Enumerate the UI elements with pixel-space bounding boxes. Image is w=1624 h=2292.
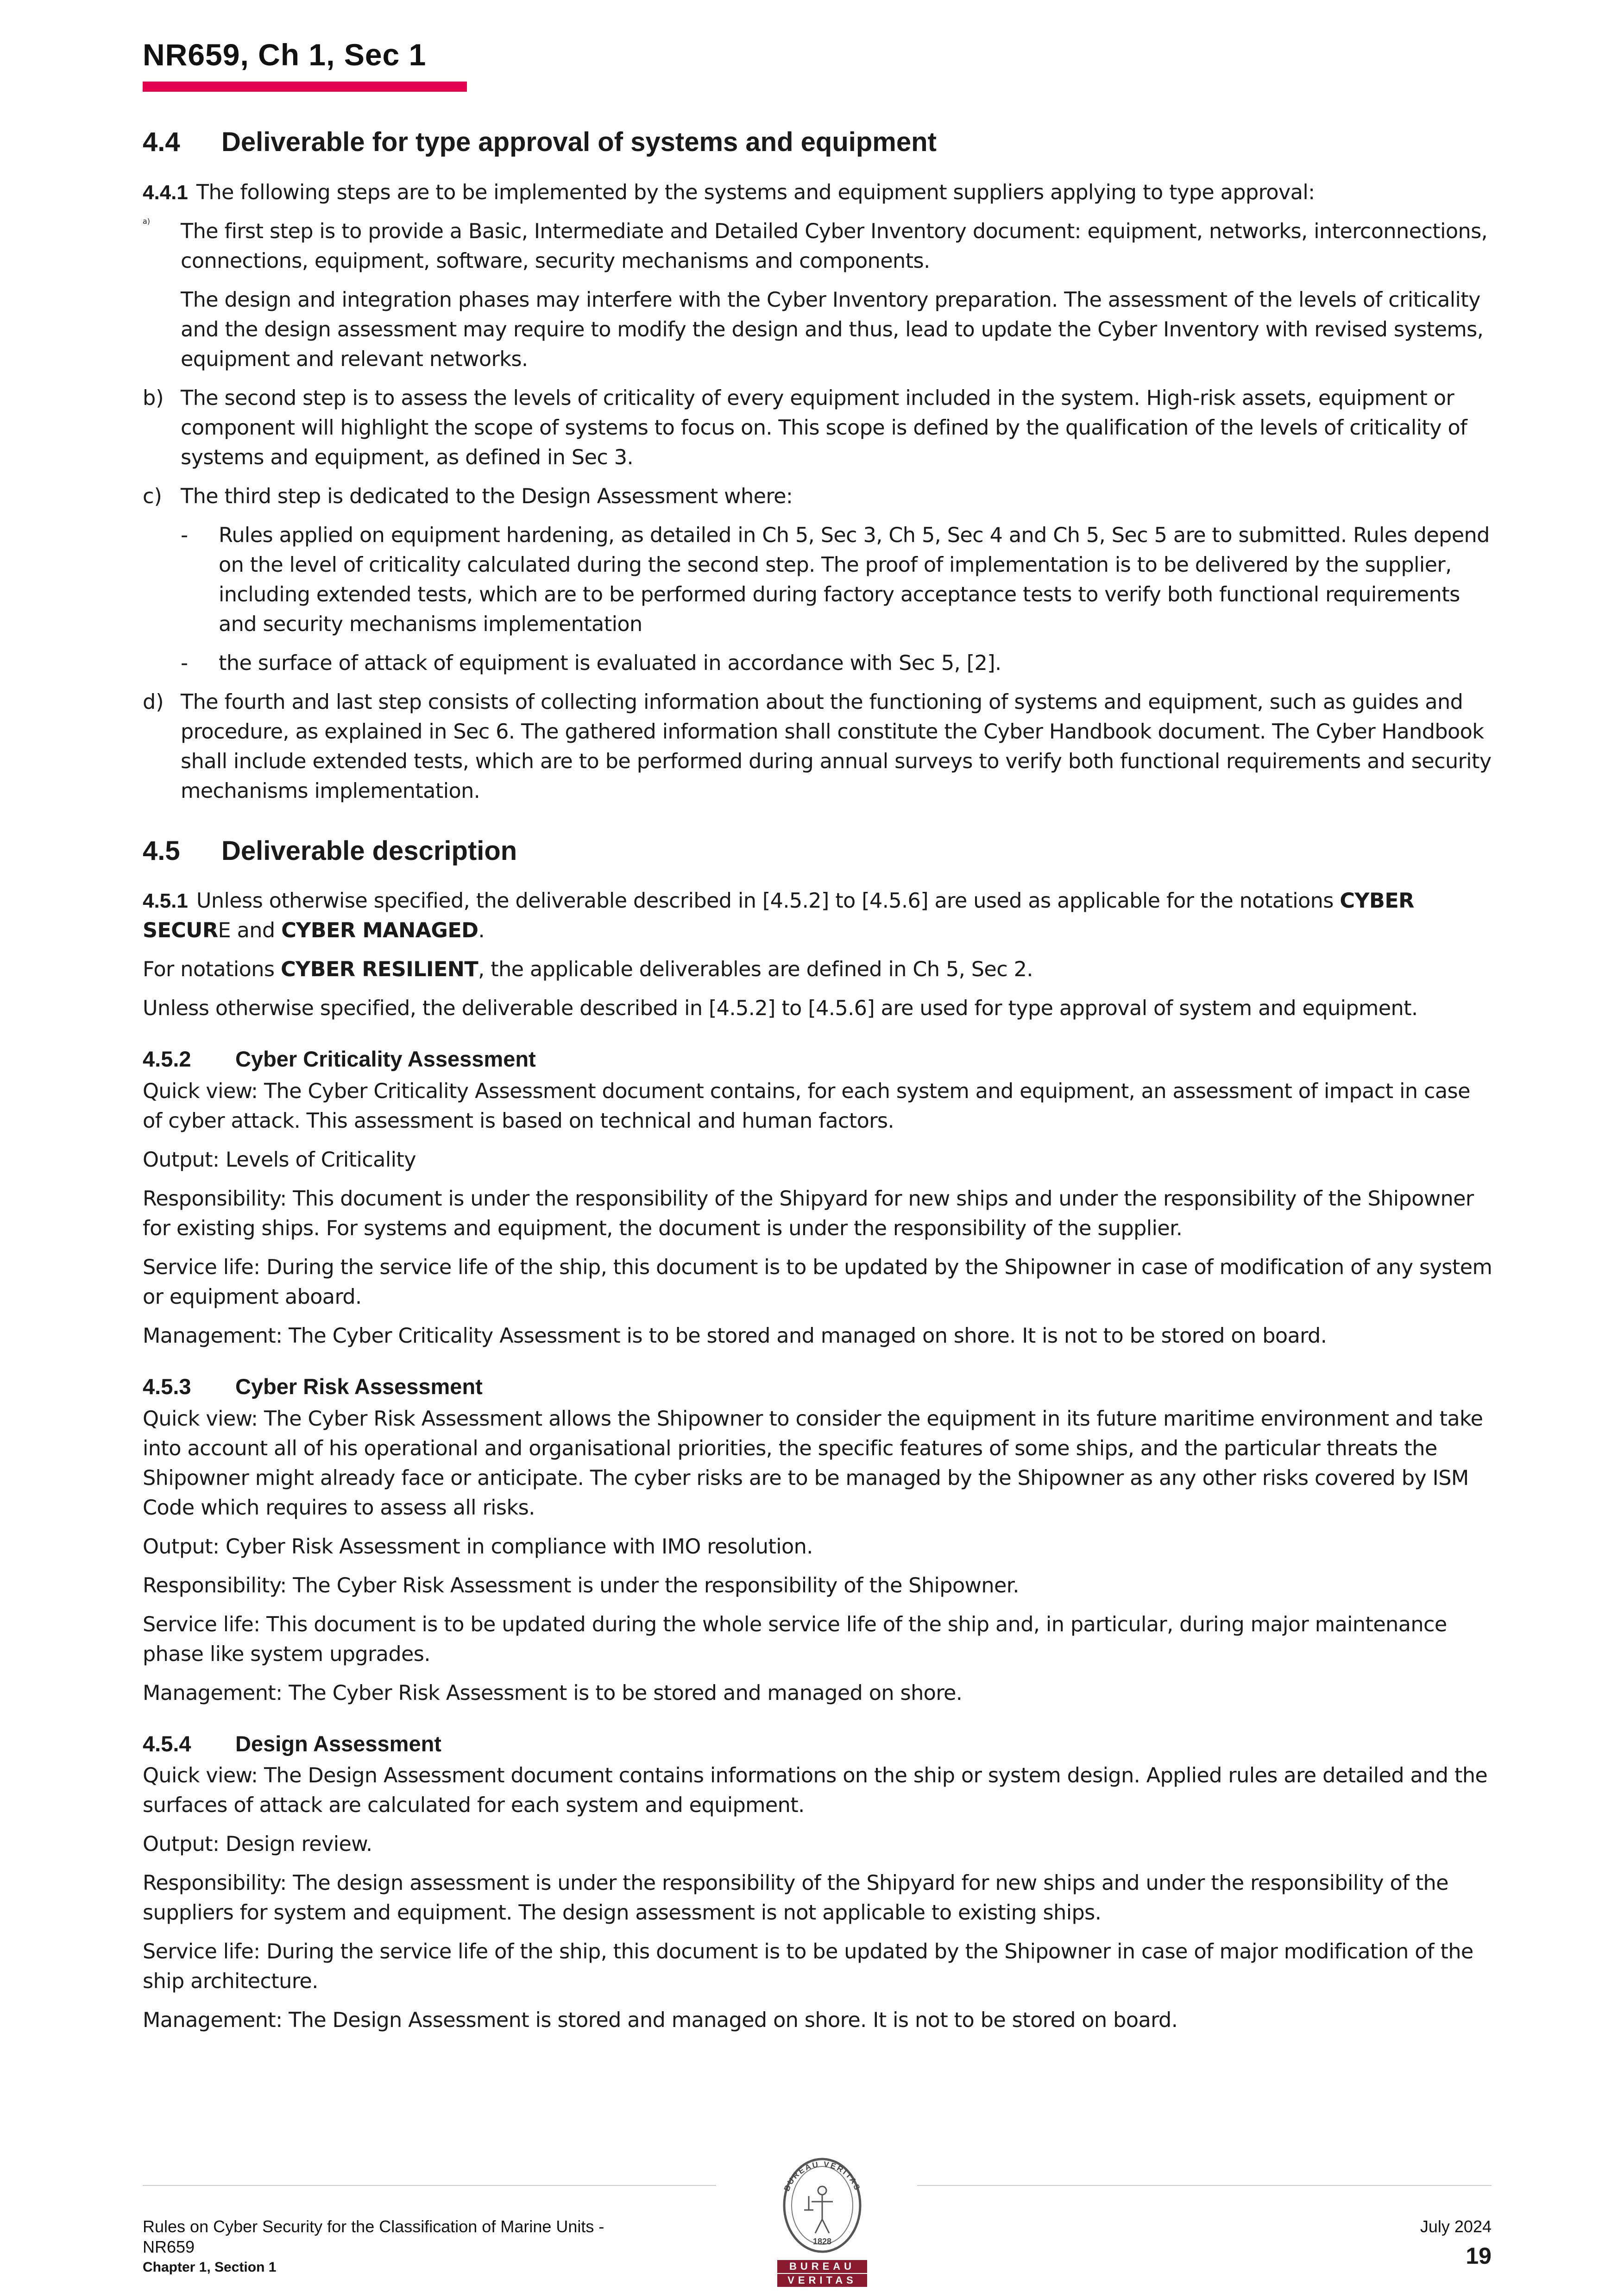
list-item-d: d) The fourth and last step consists of collecting information about the functioning of systems and equipment, such as guides and procedure, as explained in Sec 6. The gathered information shall constitute the Cyber Handbook document. The Cyber Handbook shall include extended tests, which are to be performed during annual surveys to verify both functional requirements and security mechanisms implementation. [143,690,1492,803]
page-number: 19 [1466,2243,1492,2269]
paragraph-type-approval: Unless otherwise specified, the deliverable described in [4.5.2] to [4.5.6] are used for type approval of system and equipment. [143,997,1418,1021]
paragraph-cyber-resilient: For notations CYBER RESILIENT, the applicable deliverables are defined in Ch 5, Sec 2. [143,958,1033,982]
paragraph: Quick view: The Cyber Risk Assessment allows the Shipowner to consider the equipment in its future maritime environment and take into account all of his operational and organisational priorities, the specific features of some ships, and the particular threats the Shipowner might already face or anticipate. The cyber risks are to be managed by the Shipowner as any other risks covered by ISM Code which requires to assess all risks. [143,1407,1483,1520]
header-accent-bar [143,82,467,92]
footer-date: July 2024 [1420,2217,1492,2236]
paragraph: Responsibility: The design assessment is under the responsibility of the Shipyard for new ships and under the responsibility of the suppliers for system and equipment. The design assessment is not applicable to existing ships. [143,1871,1448,1925]
paragraph: Management: The Cyber Risk Assessment is to be stored and managed on shore. [143,1681,963,1705]
paragraph: Service life: During the service life of the ship, this document is to be updated by the Shipowner in case of modification of any system or equipment aboard. [143,1255,1492,1309]
paragraph: Service life: This document is to be updated during the whole service life of the ship and, in particular, during major maintenance phase like system upgrades. [143,1612,1447,1666]
svg-text:VERITAS: VERITAS [787,2274,857,2286]
subsection-heading-4-5-4: 4.5.4 Design Assessment [143,1731,441,1756]
subsection-heading-4-5-3: 4.5.3 Cyber Risk Assessment [143,1374,483,1399]
list-item-c: c) The third step is dedicated to the Design Assessment where: - Rules applied on equipment hardening, as detailed in Ch 5, Sec 3, Ch 5, Sec 4 and Ch 5, Sec 5 are to submitted. Rules depend on the level of criticality calculated during the second step. The proof of implementation is to be delivered by the supplier, including extended tests, which are to be performed during factory acceptance tests to verify both functional requirements and security mechanisms implementation - the surface of attack of equipment is evaluated in accordance with Sec 5, [2]. [143,482,1495,678]
paragraph: Responsibility: The Cyber Risk Assessment is under the responsibility of the Shipowner. [143,1573,1019,1597]
paragraph-4-5-1: 4.5.1 Unless otherwise specified, the deliverable described in [4.5.2] to [4.5.6] are used as applicable for the notations CYBER SECURE and CYBER MANAGED. [143,889,1414,943]
paragraph: Output: Levels of Criticality [143,1148,416,1172]
dash-item-2: - the surface of attack of equipment is evaluated in accordance with Sec 5, [2]. [181,651,1001,675]
footer-chapter: Chapter 1, Section 1 [143,2260,277,2275]
paragraph: Responsibility: This document is under the responsibility of the Shipyard for new ships and under the responsibility of the Shipowner for existing ships. For systems and equipment, the document is under the responsibility of the supplier. [143,1187,1474,1240]
footer-doc-title: Rules on Cyber Security for the Classification of Marine Units - NR659 Chapter 1, Section 1 [143,2216,604,2278]
page-content [143,126,1495,2045]
paragraph: Service life: During the service life of the ship, this document is to be updated by the Shipowner in case of major modification of the ship architecture. [143,1940,1473,1994]
section-heading-4-4: 4.4 Deliverable for type approval of systems and equipment [143,127,937,157]
paragraph: Quick view: The Cyber Criticality Assessment document contains, for each system and equipment, an assessment of impact in case of cyber attack. This assessment is based on technical and human factors. [143,1079,1470,1133]
bureau-veritas-logo [769,2150,875,2289]
paragraph-4-4-1: 4.4.1 The following steps are to be implemented by the systems and equipment suppliers applying to type approval: [143,180,1315,204]
section-heading-4-5: 4.5 Deliverable description [143,835,517,866]
running-header: NR659, Ch 1, Sec 1 [143,38,427,72]
footer-divider-right [917,2185,1492,2186]
svg-text:BUREAU: BUREAU [789,2260,856,2272]
logo-seal-icon [769,2150,875,2289]
svg-text:BUREAU VERITAS: BUREAU VERITAS [782,2159,862,2193]
paragraph: Management: The Design Assessment is stored and managed on shore. It is not to be stored on board. [143,2008,1178,2033]
logo-year: 1828 [812,2237,832,2246]
paragraph: Management: The Cyber Criticality Assessment is to be stored and managed on shore. It is not to be stored on board. [143,1324,1327,1348]
footer-divider-left [143,2185,716,2186]
paragraph: Output: Cyber Risk Assessment in compliance with IMO resolution. [143,1534,813,1559]
paragraph: Quick view: The Design Assessment document contains informations on the ship or system design. Applied rules are detailed and the surfaces of attack are calculated for each system and equipment. [143,1764,1488,1818]
subsection-heading-4-5-2: 4.5.2 Cyber Criticality Assessment [143,1047,536,1072]
paragraph: Output: Design review. [143,1832,372,1856]
list-item-a: a) The first step is to provide a Basic, Intermediate and Detailed Cyber Inventory document: equipment, networks, interconnections, connections, equipment, software, security mechanisms and components. The design and integration phases may interfere with the Cyber Inventory preparation. The assessment of the levels of criticality and the design assessment may require to modify the design and thus, lead to update the Cyber Inventory with revised systems, equipment and relevant networks. [143,216,1488,371]
dash-item-1: - Rules applied on equipment hardening, as detailed in Ch 5, Sec 3, Ch 5, Sec 4 and Ch 5, Sec 5 are to submitted. Rules depend on the level of criticality calculated during the second step. The proof of implementation is to be delivered by the supplier, including extended tests, which are to be performed during factory acceptance tests to verify both functional requirements and security mechanisms implementation [181,523,1490,636]
list-item-b: b) The second step is to assess the levels of criticality of every equipment included in the system. High-risk assets, equipment or component will highlight the scope of systems to focus on. This scope is defined by the qualification of the levels of criticality of systems and equipment, as defined in Sec 3. [143,386,1467,469]
